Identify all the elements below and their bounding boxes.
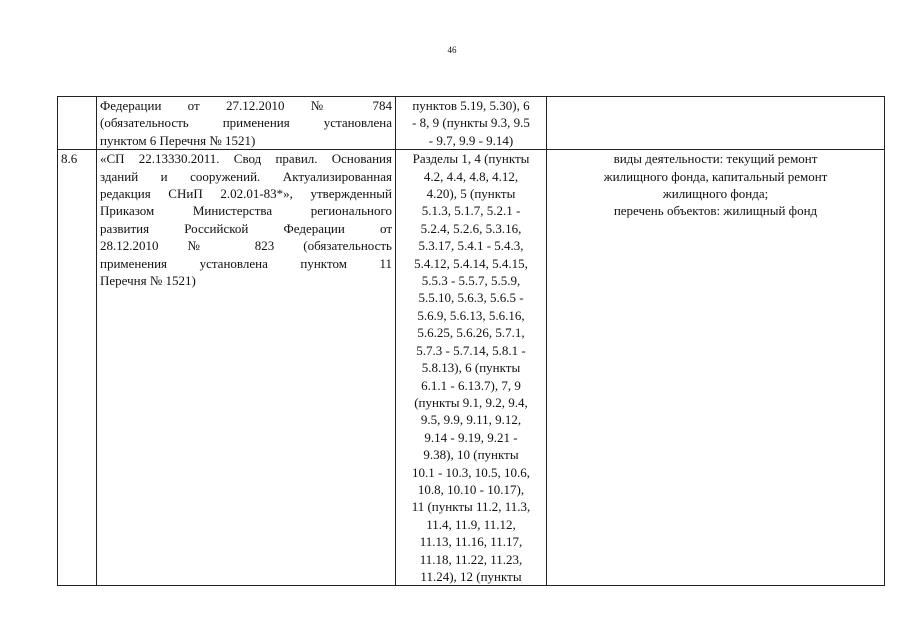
page-number: 46	[447, 45, 457, 55]
document-line: Перечня № 1521)	[100, 273, 196, 289]
activity-line: жилищного фонда;	[662, 186, 769, 202]
sections-cell	[396, 150, 547, 586]
sections-line: (пункты 9.1, 9.2, 9.4,	[414, 394, 528, 410]
sections-line: 5.6.25, 5.6.26, 5.7.1,	[417, 325, 525, 341]
activity-line: перечень объектов: жилищный фонд	[613, 203, 818, 219]
activity-line: жилищного фонда, капитальный ремонт	[603, 168, 828, 184]
document-cell	[97, 97, 396, 150]
sections-line: 11.13, 11.16, 11.17,	[419, 534, 523, 550]
activity-cell	[547, 150, 885, 586]
sections-line: 11 (пункты 11.2, 11.3,	[411, 499, 531, 515]
sections-line: 11.4, 11.9, 11.12,	[426, 516, 516, 532]
sections-line: 5.1.3, 5.1.7, 5.2.1 -	[421, 203, 521, 219]
sections-cell	[396, 97, 547, 150]
table-row	[58, 150, 885, 586]
sections-line: 11.18, 11.22, 11.23,	[419, 551, 523, 567]
document-line: редакция СНиП 2.02.01-83*», утвержденный	[100, 186, 392, 202]
sections-line: 5.6.9, 5.6.13, 5.6.16,	[417, 307, 525, 323]
activity-cell	[547, 97, 885, 150]
sections-line: - 8, 9 (пункты 9.3, 9.5	[412, 115, 530, 131]
sections-line: 9.5, 9.9, 9.11, 9.12,	[420, 412, 522, 428]
document-line: применения установлена пунктом 11	[100, 255, 392, 271]
row-number-cell	[58, 97, 97, 150]
document-line: 28.12.2010 № 823 (обязательность	[100, 238, 392, 254]
sections-line: 9.14 - 9.19, 9.21 -	[424, 429, 518, 445]
sections-line: 4.2, 4.4, 4.8, 4.12,	[423, 168, 519, 184]
sections-line: Разделы 1, 4 (пункты	[412, 151, 530, 167]
sections-line: 4.20), 5 (пункты	[426, 186, 516, 202]
regulations-table	[57, 96, 885, 586]
sections-line: 5.7.3 - 5.7.14, 5.8.1 -	[416, 342, 526, 358]
activity-line: виды деятельности: текущий ремонт	[613, 151, 818, 167]
sections-line: пунктов 5.19, 5.30), 6	[412, 98, 530, 113]
document-line: Федерации от 27.12.2010 № 784	[100, 98, 392, 113]
document-line: развития Российской Федерации от	[100, 220, 392, 236]
sections-line: 5.5.10, 5.6.3, 5.6.5 -	[418, 290, 524, 306]
sections-line: 5.8.13), 6 (пункты	[421, 360, 521, 376]
sections-line: 5.3.17, 5.4.1 - 5.4.3,	[418, 238, 524, 254]
row-number-cell: 8.6	[58, 150, 97, 586]
document-cell	[97, 150, 396, 586]
document-line: зданий и сооружений. Актуализированная	[100, 168, 392, 184]
table-row	[58, 97, 885, 150]
sections-line: 6.1.1 - 6.13.7), 7, 9	[421, 377, 521, 393]
document-line: Приказом Министерства регионального	[100, 203, 392, 219]
sections-line: 5.4.12, 5.4.14, 5.4.15,	[414, 255, 528, 271]
sections-line: 5.5.3 - 5.5.7, 5.5.9,	[421, 273, 521, 289]
sections-line: - 9.7, 9.9 - 9.14)	[428, 132, 514, 148]
sections-line: 5.2.4, 5.2.6, 5.3.16,	[420, 220, 522, 236]
document-line: «СП 22.13330.2011. Свод правил. Основания	[100, 151, 392, 167]
sections-line: 9.38), 10 (пункты	[423, 447, 519, 463]
sections-line: 11.24), 12 (пункты	[420, 568, 522, 584]
sections-line: 10.1 - 10.3, 10.5, 10.6,	[411, 464, 531, 480]
document-line: пунктом 6 Перечня № 1521)	[100, 132, 256, 148]
document-line: (обязательность применения установлена	[100, 115, 392, 131]
sections-line: 10.8, 10.10 - 10.17),	[417, 481, 525, 497]
